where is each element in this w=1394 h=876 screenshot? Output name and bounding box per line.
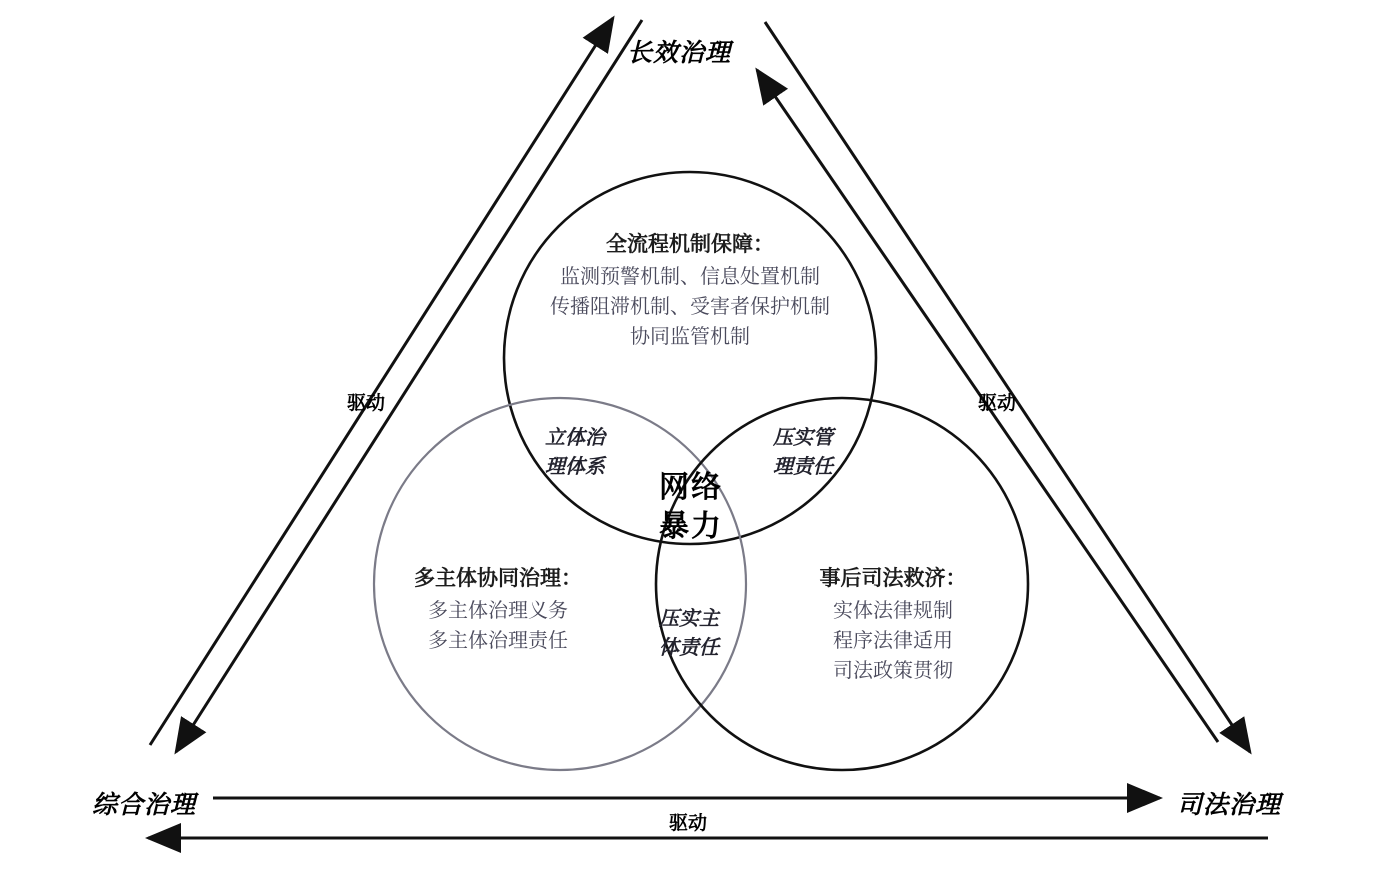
vertex-label-top: 长效治理 [627,40,732,67]
circle-bottom-left-line-2: 多主体治理责任 [428,630,568,652]
circle-bottom-left-line-1: 多主体治理义务 [428,600,568,622]
circle-top-line-2: 传播阻滞机制、受害者保护机制 [550,296,830,318]
overlap-top-right-line-2: 理责任 [773,456,833,478]
circle-bottom-left-title: 多主体协同治理： [414,566,582,590]
overlap-label-top-left [520,424,630,482]
circle-bottom-left-text [363,562,633,656]
overlap-bottom-line-2: 体责任 [659,637,719,659]
overlap-top-left-line-1: 立体治 [545,427,605,449]
circle-bottom-right-title: 事后司法救济： [819,566,967,590]
vertex-label-left: 综合治理 [92,792,197,819]
overlap-label-top-right [748,424,858,482]
circle-top-line-1: 监测预警机制、信息处置机制 [560,266,820,288]
triangle-arrows [148,18,1268,838]
circle-bottom-right-line-2: 程序法律适用 [833,630,953,652]
circle-top-title: 全流程机制保障： [606,232,774,256]
drive-label-bottom: 驱动 [669,813,708,834]
overlap-bottom-line-1: 压实主 [659,608,719,630]
center-label [631,468,751,546]
circle-top-text [470,228,910,352]
overlap-label-bottom [634,605,744,663]
drive-label-right: 驱动 [978,393,1017,414]
center-label-line-1: 网络 [659,471,723,504]
circle-bottom-right-line-3: 司法政策贯彻 [833,660,953,682]
drive-label-left: 驱动 [347,393,386,414]
circle-bottom-right-text [768,562,1018,686]
overlap-top-left-line-2: 理体系 [545,456,605,478]
center-label-line-2: 暴力 [659,510,723,543]
circle-bottom-right-line-1: 实体法律规制 [833,600,953,622]
circle-top-line-3: 协同监管机制 [630,326,750,348]
overlap-top-right-line-1: 压实管 [773,427,833,449]
vertex-label-right: 司法治理 [1177,792,1282,819]
